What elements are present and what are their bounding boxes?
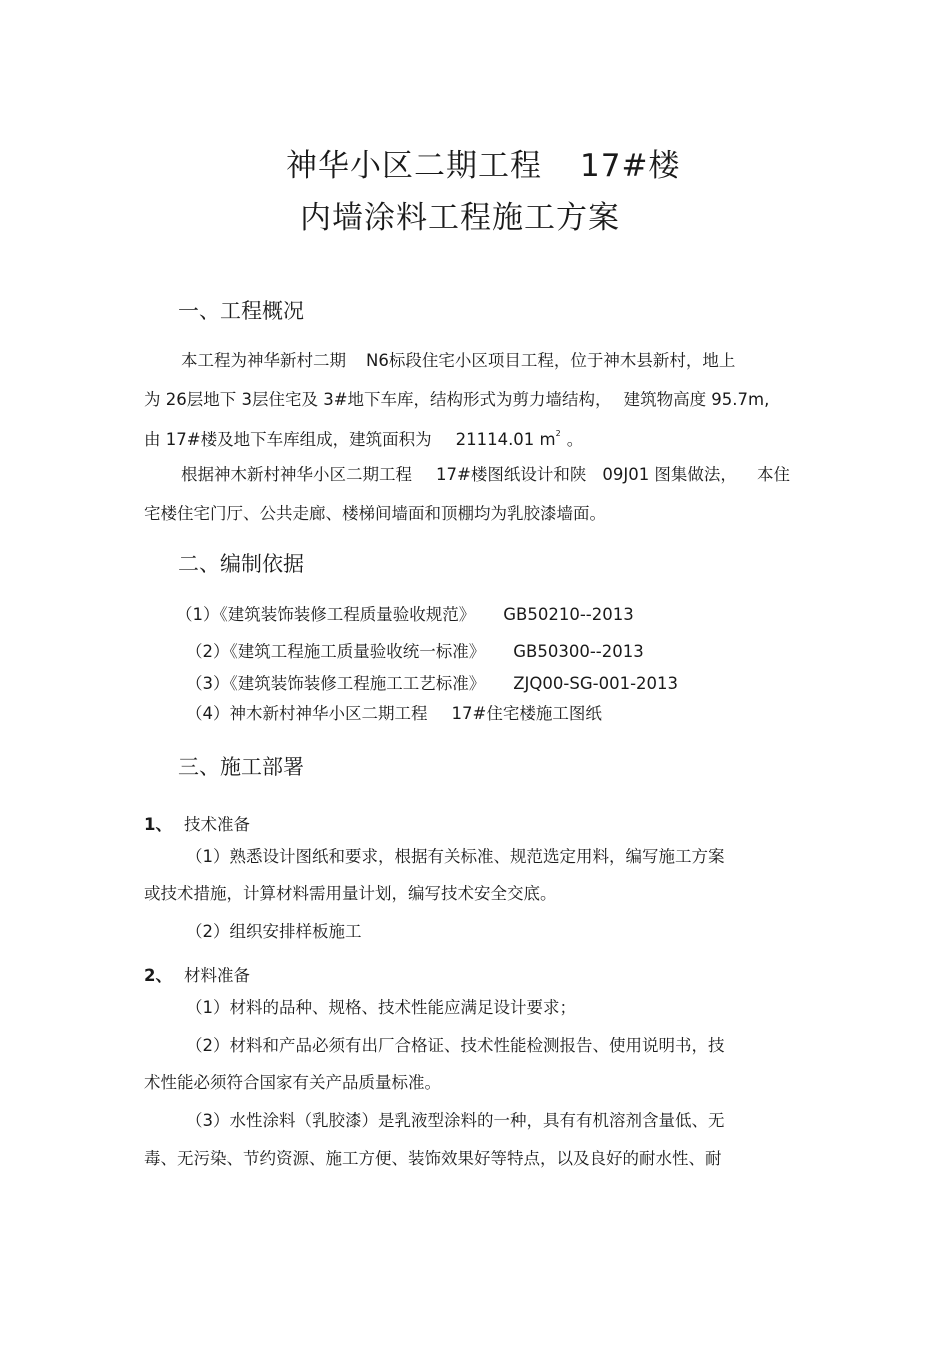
section3-heading: 三、施工部署 <box>178 755 304 779</box>
paragraph-line: 或技术措施，计算材料需用量计划，编写技术安全交底。 <box>144 884 557 903</box>
reference-code: 17#住宅楼施工图纸 <box>451 704 602 723</box>
subsection-number: 1、 <box>144 815 172 834</box>
text-span: 09J01 图集做法， <box>602 465 737 484</box>
section1-p2-line1 <box>181 467 790 484</box>
text-span: N6标段住宅小区项目工程，位于神木县新村，地上 <box>366 351 736 370</box>
subsection-label: 技术准备 <box>183 815 250 834</box>
subsection-material-prep <box>144 968 250 985</box>
text-span: 由 17#楼及地下车库组成，建筑面积为 <box>144 430 432 449</box>
section1-p1-line2 <box>144 392 769 409</box>
reference-item <box>186 644 644 661</box>
subsection-number: 2、 <box>144 966 172 985</box>
section1-p1-line3 <box>144 430 583 449</box>
document-title-line2: 内墙涂料工程施工方案 <box>300 200 620 236</box>
document-title-line1 <box>286 148 681 184</box>
subsection-technical-prep <box>144 817 250 834</box>
text-span: 根据神木新村神华小区二期工程 <box>181 465 412 484</box>
text-span: 建筑物高度 95.7m, <box>623 390 770 409</box>
superscript: 2 <box>555 429 561 438</box>
text-span: 17#楼图纸设计和陕 <box>436 465 587 484</box>
title-project: 神华小区二期工程 <box>286 148 542 184</box>
reference-title: （3）《建筑装饰装修工程施工工艺标准》 <box>186 674 486 693</box>
reference-code: GB50210--2013 <box>503 605 634 624</box>
text-span: 。 <box>566 430 584 449</box>
subsection-label: 材料准备 <box>183 966 250 985</box>
text-span: 为 26层地下 3层住宅及 3#地下车库，结构形式为剪力墙结构， <box>144 390 612 409</box>
text-span: 本住 <box>756 465 790 484</box>
text-span: 本工程为神华新村二期 <box>181 351 346 370</box>
reference-title: （4）神木新村神华小区二期工程 <box>186 704 428 723</box>
paragraph-line: （3）水性涂料（乳胶漆）是乳液型涂料的一种，具有有机溶剂含量低、无 <box>186 1111 725 1130</box>
paragraph-line: （2）组织安排样板施工 <box>186 922 362 941</box>
section2-heading: 二、编制依据 <box>178 552 304 576</box>
paragraph-line: （2）材料和产品必须有出厂合格证、技术性能检测报告、使用说明书，技 <box>186 1036 725 1055</box>
section1-p2-line2: 宅楼住宅门厅、公共走廊、楼梯间墙面和顶棚均为乳胶漆墙面。 <box>144 504 606 523</box>
reference-title: （1）《建筑装饰装修工程质量验收规范》 <box>176 605 476 624</box>
reference-item <box>186 676 678 693</box>
area-value: 21114.01 m <box>455 430 556 449</box>
section1-p1-line1 <box>181 353 735 370</box>
paragraph-line: （1）熟悉设计图纸和要求，根据有关标准、规范选定用料，编写施工方案 <box>186 847 725 866</box>
reference-code: GB50300--2013 <box>513 642 644 661</box>
reference-title: （2）《建筑工程施工质量验收统一标准》 <box>186 642 486 661</box>
reference-item <box>176 607 634 624</box>
paragraph-line: （1）材料的品种、规格、技术性能应满足设计要求； <box>186 998 576 1017</box>
section1-heading: 一、工程概况 <box>178 299 304 323</box>
reference-item <box>186 706 602 723</box>
paragraph-line: 毒、无污染、节约资源、施工方便、装饰效果好等特点，以及良好的耐水性、耐 <box>144 1149 722 1168</box>
reference-code: ZJQ00-SG-001-2013 <box>513 674 679 693</box>
paragraph-line: 术性能必须符合国家有关产品质量标准。 <box>144 1073 441 1092</box>
title-building: 17#楼 <box>580 148 681 184</box>
